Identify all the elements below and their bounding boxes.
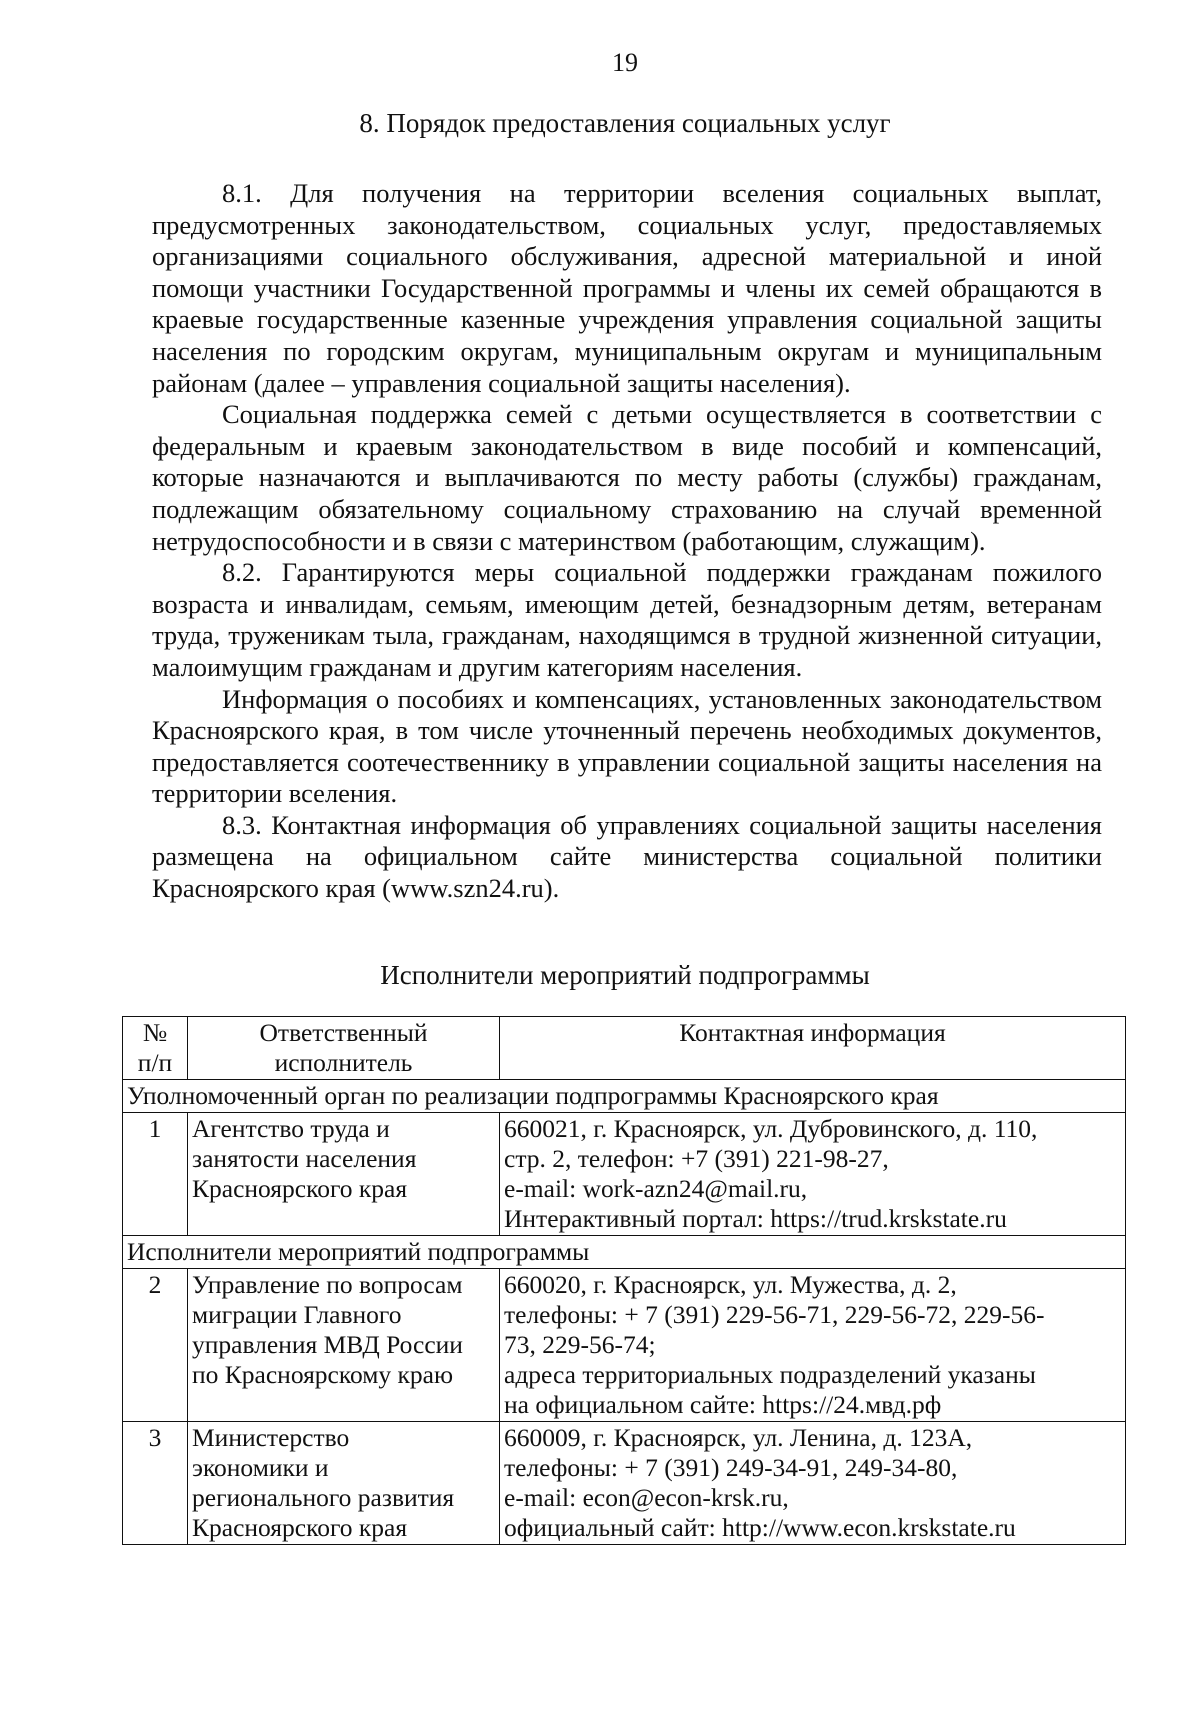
executor-line: занятости населения xyxy=(192,1144,417,1173)
executor-line: регионального развития xyxy=(192,1483,455,1512)
header-contact xyxy=(500,1017,1126,1080)
paragraph: 8.3. Контактная информация об управлениях социальной защиты населения размещена на официальном сайте министерства социальной политики Красноярского края (www.szn24.ru). xyxy=(152,809,1102,904)
table-section-row xyxy=(123,1236,1126,1269)
contact-line: стр. 2, телефон: +7 (391) 221-98-27, xyxy=(504,1144,889,1173)
executor-line: Красноярского края xyxy=(192,1513,408,1542)
section-authorized-body: Уполномоченный орган по реализации подпрограммы Красноярского края xyxy=(123,1080,1126,1113)
table-header-row xyxy=(123,1017,1126,1080)
contact-line: адреса территориальных подразделений указаны xyxy=(504,1360,1036,1389)
executor-line: экономики и xyxy=(192,1453,329,1482)
table-row xyxy=(123,1422,1126,1545)
paragraph: 8.2. Гарантируются меры социальной поддержки гражданам пожилого возраста и инвалидам, семьям, имеющим детей, безнадзорным детям, ветеранам труда, труженикам тыла, гражданам, находящимся в трудной жизненной ситуации, малоимущим гражданам и другим категориям населения. xyxy=(152,557,1102,682)
row-executor xyxy=(188,1422,500,1545)
table-row xyxy=(123,1113,1126,1236)
paragraph: Социальная поддержка семей с детьми осуществляется в соответствии с федеральным и краевым законодательством в виде пособий и компенсаций, которые назначаются и выплачиваются по месту работы (службы) гражданам, подлежащим обязательному социальному страхованию на случай временной нетрудоспособности и в связи с материнством (работающим, служащим). xyxy=(152,399,1102,556)
header-number xyxy=(123,1017,188,1080)
contact-line: 73, 229-56-74; xyxy=(504,1330,656,1359)
executor-line: Агентство труда и xyxy=(192,1114,390,1143)
contact-line: телефоны: + 7 (391) 229-56-71, 229-56-72, 229-56- xyxy=(504,1300,1045,1329)
executor-line: Министерство xyxy=(192,1423,350,1452)
table-title: Исполнители мероприятий подпрограммы xyxy=(380,960,870,990)
header-number-line: № xyxy=(142,1018,168,1047)
executor-line: по Красноярскому краю xyxy=(192,1360,454,1389)
contact-line: телефоны: + 7 (391) 249-34-91, 249-34-80, xyxy=(504,1453,958,1482)
executors-table xyxy=(122,1016,1126,1545)
row-executor xyxy=(188,1113,500,1236)
section-title: 8. Порядок предоставления социальных услуг xyxy=(359,108,891,138)
contact-line: на официальном сайте: https://24.мвд.рф xyxy=(504,1390,942,1419)
contact-line: 660021, г. Красноярск, ул. Дубровинского, д. 110, xyxy=(504,1114,1038,1143)
header-executor-line: исполнитель xyxy=(274,1048,413,1077)
header-executor-line: Ответственный xyxy=(259,1018,428,1047)
header-contact-line: Контактная информация xyxy=(679,1018,946,1047)
row-contact xyxy=(500,1113,1126,1236)
row-number: 2 xyxy=(123,1269,188,1422)
row-executor xyxy=(188,1269,500,1422)
contact-line: 660020, г. Красноярск, ул. Мужества, д. 2, xyxy=(504,1270,957,1299)
contact-line: официальный сайт: http://www.econ.krskstate.ru xyxy=(504,1513,1016,1542)
body-text xyxy=(152,178,1102,905)
contact-line: e-mail: econ@econ-krsk.ru, xyxy=(504,1483,789,1512)
executor-line: миграции Главного xyxy=(192,1300,402,1329)
row-number: 3 xyxy=(123,1422,188,1545)
row-contact xyxy=(500,1269,1126,1422)
table-row xyxy=(123,1269,1126,1422)
paragraph: 8.1. Для получения на территории вселения социальных выплат, предусмотренных законодательством, социальных услуг, предоставляемых организациями социального обслуживания, адресной материальной и иной помощи участники Государственной программы и члены их семей обращаются в краевые государственные казенные учреждения управления социальной защиты населения по городским округам, муниципальным округам и муниципальным районам (далее – управления социальной защиты населения). xyxy=(152,178,1102,398)
paragraph: Информация о пособиях и компенсациях, установленных законодательством Красноярского края, в том числе уточненный перечень необходимых документов, предоставляется соотечественнику в управлении социальной защиты населения на территории вселения. xyxy=(152,683,1102,809)
page-number: 19 xyxy=(612,48,638,77)
header-executor xyxy=(188,1017,500,1080)
contact-line: 660009, г. Красноярск, ул. Ленина, д. 123А, xyxy=(504,1423,973,1452)
executor-line: управления МВД России xyxy=(192,1330,463,1359)
section-executors: Исполнители мероприятий подпрограммы xyxy=(123,1236,1126,1269)
contact-line: Интерактивный портал: https://trud.krskstate.ru xyxy=(504,1204,1007,1233)
executor-line: Красноярского края xyxy=(192,1174,408,1203)
header-number-line: п/п xyxy=(137,1048,173,1077)
row-number: 1 xyxy=(123,1113,188,1236)
contact-line: e-mail: work-azn24@mail.ru, xyxy=(504,1174,808,1203)
table-section-row xyxy=(123,1080,1126,1113)
executor-line: Управление по вопросам xyxy=(192,1270,463,1299)
row-contact xyxy=(500,1422,1126,1545)
